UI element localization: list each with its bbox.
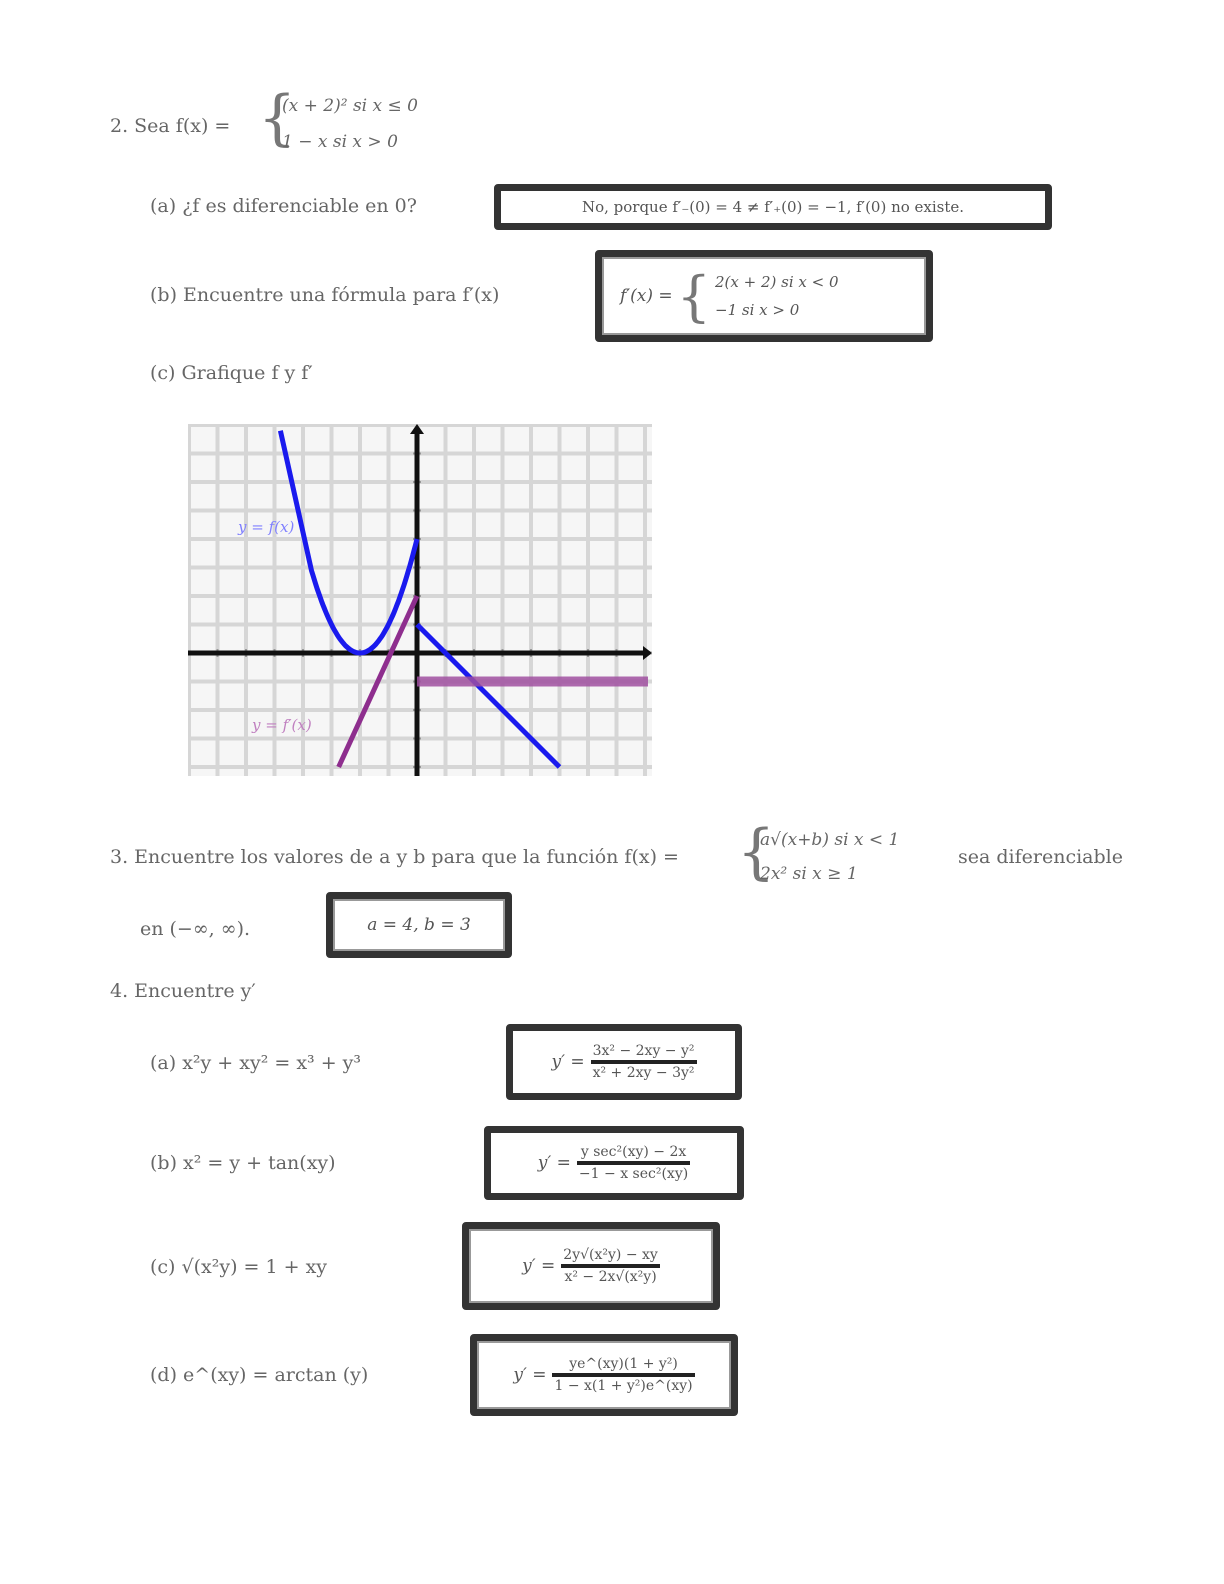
answer-4b-box [484, 1126, 744, 1200]
piecewise-brace: { [258, 83, 297, 153]
problem-3-case-1: a√(x+b) si x < 1 [760, 830, 900, 850]
answer-4d-numerator: ye^(xy)(1 + y²) [569, 1356, 678, 1372]
answer-4c-lhs: y′ = [522, 1256, 556, 1276]
answer-4d-box [470, 1334, 738, 1416]
answer-4c-box [462, 1222, 720, 1310]
problem-4b-question: (b) x² = y + tan(xy) [150, 1152, 336, 1174]
answer-4a-box [506, 1024, 742, 1100]
answer-3-text: a = 4, b = 3 [367, 915, 471, 935]
answer-4d-lhs: y′ = [513, 1365, 547, 1385]
problem-3-tail: sea diferenciable [958, 846, 1123, 868]
answer-2b-case-2: −1 si x > 0 [715, 301, 800, 319]
problem-4c-question: (c) √(x²y) = 1 + xy [150, 1256, 328, 1278]
problem-3-brace: { [737, 817, 776, 887]
label-fprime: y = f′(x) [252, 716, 312, 734]
problem-3-interval: en (−∞, ∞). [140, 918, 251, 940]
answer-2b-case-1: 2(x + 2) si x < 0 [715, 273, 839, 291]
answer-4c-denominator: x² − 2x√(x²y) [564, 1269, 657, 1285]
answer-4c-numerator: 2y√(x²y) − xy [563, 1247, 658, 1263]
piecewise-case-1: (x + 2)² si x ≤ 0 [282, 96, 418, 116]
problem-4d-question: (d) e^(xy) = arctan (y) [150, 1364, 369, 1386]
problem-2c-question: (c) Grafique f y f′ [150, 362, 313, 384]
piecewise-case-2: 1 − x si x > 0 [282, 132, 398, 152]
problem-2a-question: (a) ¿f es diferenciable en 0? [150, 195, 417, 217]
answer-2b-lhs: f′(x) = [620, 286, 673, 306]
problem-4a-question: (a) x²y + xy² = x³ + y³ [150, 1052, 362, 1074]
answer-2a-text: No, porque f′₋(0) = 4 ≠ f′₊(0) = −1, f′(0) no existe. [581, 198, 965, 216]
answer-4b-lhs: y′ = [537, 1153, 571, 1173]
problem-2b-question: (b) Encuentre una fórmula para f′(x) [150, 284, 500, 306]
label-f: y = f(x) [238, 518, 295, 536]
answer-2a-box [494, 184, 1052, 230]
answer-2b-brace: { [676, 264, 712, 328]
answer-2b-box [595, 250, 933, 342]
answer-4a-numerator: 3x² − 2xy − y² [592, 1043, 695, 1059]
answer-4b-denominator: −1 − x sec²(xy) [578, 1166, 689, 1182]
problem-2-intro: 2. Sea f(x) = [110, 115, 231, 137]
function-graph [188, 424, 652, 776]
answer-4b-numerator: y sec²(xy) − 2x [580, 1144, 687, 1160]
problem-3-case-2: 2x² si x ≥ 1 [760, 864, 858, 884]
answer-3-box [326, 892, 512, 958]
problem-3-text: 3. Encuentre los valores de a y b para que la función f(x) = [110, 846, 679, 868]
answer-4a-lhs: y′ = [551, 1052, 585, 1072]
answer-4a-denominator: x² + 2xy − 3y² [592, 1065, 695, 1081]
problem-4-intro: 4. Encuentre y′ [110, 980, 256, 1002]
answer-4d-denominator: 1 − x(1 + y²)e^(xy) [554, 1378, 693, 1394]
